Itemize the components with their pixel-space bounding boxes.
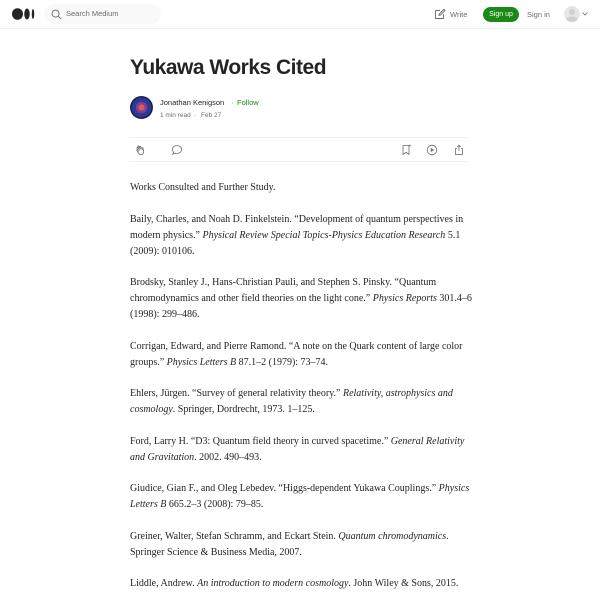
clap-icon[interactable] bbox=[135, 144, 147, 156]
reference-item: Liddle, Andrew. An introduction to modern cosmology. John Wiley & Sons, 2015. bbox=[130, 578, 459, 589]
author-avatar[interactable] bbox=[130, 96, 153, 119]
medium-logo[interactable] bbox=[12, 8, 35, 20]
separator-dot: · bbox=[194, 112, 197, 119]
write-label: Write bbox=[450, 10, 468, 19]
chevron-down-icon[interactable] bbox=[582, 12, 588, 16]
reference-item: Baily, Charles, and Noah D. Finkelstein. “Development of quantum perspectives in modern physics.” Physical Review Special Topics-Physics Education Research 5.1 (2009): 010106. bbox=[130, 213, 464, 257]
write-icon bbox=[434, 8, 446, 20]
separator-dot: · bbox=[231, 98, 234, 107]
intro-paragraph: Works Consulted and Further Study. bbox=[130, 182, 276, 193]
sign-in-link[interactable]: Sign in bbox=[527, 10, 550, 19]
reference-item: Brodsky, Stanley J., Hans-Christian Pauli, and Stephen S. Pinsky. “Quantum chromodynamics and other field theories on the light cone.” Physics Reports 301.4–6 (1998): 299–486. bbox=[130, 277, 472, 320]
author-name[interactable]: Jonathan Kenigson bbox=[160, 98, 225, 107]
avatar-icon[interactable] bbox=[564, 6, 580, 22]
read-time: 1 min read bbox=[160, 112, 191, 119]
sign-up-button[interactable]: Sign up bbox=[483, 7, 519, 22]
reference-item: Greiner, Walter, Stefan Schramm, and Eckart Stein. Quantum chromodynamics. Springer Science & Business Media, 2007. bbox=[130, 530, 449, 558]
listen-icon[interactable] bbox=[426, 144, 438, 156]
save-icon[interactable] bbox=[400, 144, 412, 156]
follow-button[interactable]: Follow bbox=[237, 98, 259, 107]
top-navigation-bar bbox=[0, 0, 600, 29]
article-body bbox=[130, 180, 472, 600]
article-action-bar bbox=[130, 137, 469, 162]
search-input[interactable]: Search Medium bbox=[66, 9, 119, 18]
article-title: Yukawa Works Cited bbox=[130, 56, 327, 79]
reference-item: Corrigan, Edward, and Pierre Ramond. “A note on the Quark content of large color groups.” Physics Letters B 87.1–2 (1979): 73–74. bbox=[130, 340, 463, 368]
reference-item: Ford, Larry H. “D3: Quantum field theory in curved spacetime.” General Relativity and Gravitation. 2002. 490–493. bbox=[130, 435, 465, 463]
share-icon[interactable] bbox=[453, 144, 465, 156]
publish-date: Feb 27 bbox=[201, 112, 222, 119]
comment-icon[interactable] bbox=[171, 144, 183, 156]
search-bar[interactable] bbox=[44, 4, 161, 24]
reference-item: Ehlers, Jürgen. “Survey of general relativity theory.” Relativity, astrophysics and cosmology. Springer, Dordrecht, 1973. 1–125. bbox=[130, 388, 453, 415]
reference-item: Giudice, Gian F., and Oleg Lebedev. “Higgs-dependent Yukawa Couplings.” Physics Letters B 665.2–3 (2008): 79–85. bbox=[130, 483, 470, 510]
search-icon bbox=[51, 9, 62, 20]
